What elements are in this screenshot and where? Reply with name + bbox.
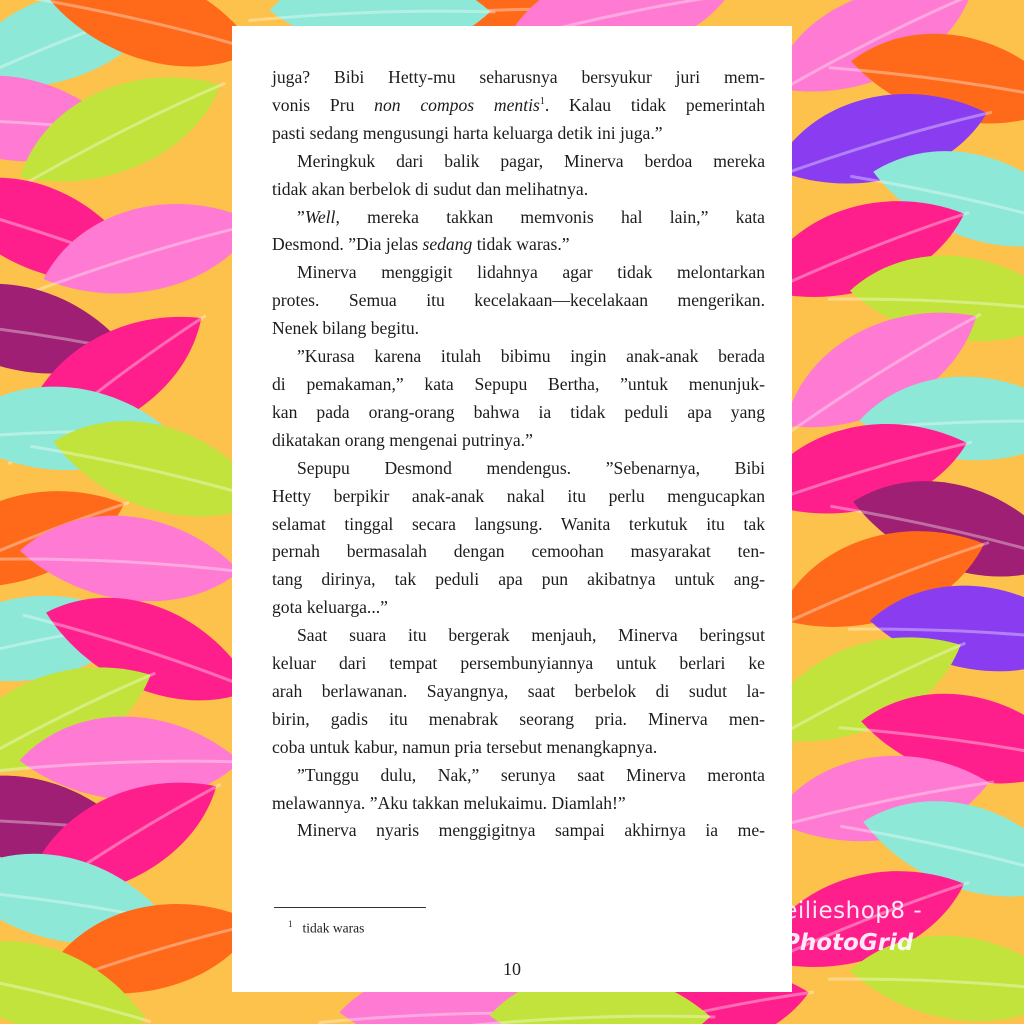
text-line (272, 622, 765, 650)
text-span: selamat tinggal secara langsung. Wanita terkutuk itu tak (272, 513, 765, 534)
text-span: tang dirinya, tak peduli apa pun akibatnya untuk ang- (272, 569, 765, 590)
text-line (272, 64, 765, 92)
text-span: Saat suara itu bergerak menjauh, Minerva beringsut (297, 625, 765, 646)
text-span: ”Kurasa karena itulah bibimu ingin anak-anak berada (297, 346, 765, 367)
photogrid-watermark: PhotoGrid (783, 930, 914, 956)
text-line (272, 427, 765, 455)
text-line (272, 762, 765, 790)
text-line (272, 343, 765, 371)
text-span: melawannya. ”Aku takkan melukaimu. Diamlah!” (272, 792, 626, 813)
text-line (272, 259, 765, 287)
text-span: Minerva menggigit lidahnya agar tidak melontarkan (297, 262, 765, 283)
text-span: keluar dari tempat persembunyiannya untuk berlari ke (272, 653, 765, 674)
text-span: kan pada orang-orang bahwa ia tidak peduli apa yang (272, 401, 765, 422)
text-line (272, 204, 765, 232)
text-span: Desmond. ”Dia jelas (272, 234, 423, 255)
text-line (272, 287, 765, 315)
text-line (272, 511, 765, 539)
italic-text: sedang (422, 234, 473, 255)
text-span: , mereka takkan memvonis hal lain,” kata (335, 206, 765, 227)
text-span: tidak waras.” (472, 234, 570, 255)
text-line (272, 231, 765, 259)
text-span: coba untuk kabur, namun pria tersebut menangkapnya. (272, 736, 658, 757)
text-line (272, 315, 765, 343)
text-line (272, 566, 765, 594)
text-span: Minerva nyaris menggigitnya sampai akhirnya ia me- (297, 820, 765, 841)
text-line (272, 148, 765, 176)
page-body-text (272, 64, 765, 845)
text-span: Hetty berpikir anak-anak nakal itu perlu mengucapkan (272, 485, 765, 506)
italic-text: Well (304, 206, 336, 227)
footnote (288, 919, 364, 937)
shop-watermark: - feilieshop8 - (758, 898, 923, 924)
book-page (232, 26, 792, 992)
text-line (272, 650, 765, 678)
text-span: birin, gadis itu menabrak seorang pria. Minerva men- (272, 708, 765, 729)
text-line (272, 594, 765, 622)
text-line (272, 120, 765, 148)
text-line (272, 371, 765, 399)
text-span: tidak akan berbelok di sudut dan melihatnya. (272, 178, 589, 199)
text-span: dikatakan orang mengenai putrinya.” (272, 429, 533, 450)
italic-text: non compos mentis (374, 94, 540, 115)
text-span: . Kalau tidak pemerintah (544, 94, 765, 115)
text-line (272, 706, 765, 734)
text-line (272, 678, 765, 706)
text-span: ” (297, 206, 305, 227)
text-line (272, 176, 765, 204)
footnote-number: 1 (288, 919, 293, 929)
text-span: pernah bermasalah dengan cemoohan masyarakat ten- (272, 541, 765, 562)
text-line (272, 455, 765, 483)
text-span: arah berlawanan. Sayangnya, saat berbelok di sudut la- (272, 680, 765, 701)
footnote-text: tidak waras (302, 920, 365, 936)
text-span: ”Tunggu dulu, Nak,” serunya saat Minerva meronta (297, 764, 765, 785)
text-line (272, 790, 765, 818)
text-span: protes. Semua itu kecelakaan—kecelakaan mengerikan. (272, 290, 765, 311)
text-span: vonis Pru (272, 94, 375, 115)
text-line (272, 734, 765, 762)
text-span: pasti sedang mengusungi harta keluarga detik ini juga.” (272, 122, 663, 143)
text-span: Meringkuk dari balik pagar, Minerva berdoa mereka (297, 150, 765, 171)
text-span: gota keluarga...” (272, 597, 388, 618)
text-line (272, 817, 765, 845)
text-span: di pemakaman,” kata Sepupu Bertha, ”untuk menunjuk- (272, 373, 765, 394)
text-line (272, 483, 765, 511)
footnote-ref: 1 (539, 96, 545, 108)
text-line (272, 399, 765, 427)
footnote-rule (274, 907, 426, 908)
text-span: juga? Bibi Hetty-mu seharusnya bersyukur juri mem- (272, 67, 765, 87)
text-span: Nenek bilang begitu. (272, 318, 420, 339)
page-number: 10 (503, 959, 521, 979)
text-span: Sepupu Desmond mendengus. ”Sebenarnya, Bibi (297, 457, 765, 478)
text-line (272, 92, 765, 120)
text-line (272, 538, 765, 566)
